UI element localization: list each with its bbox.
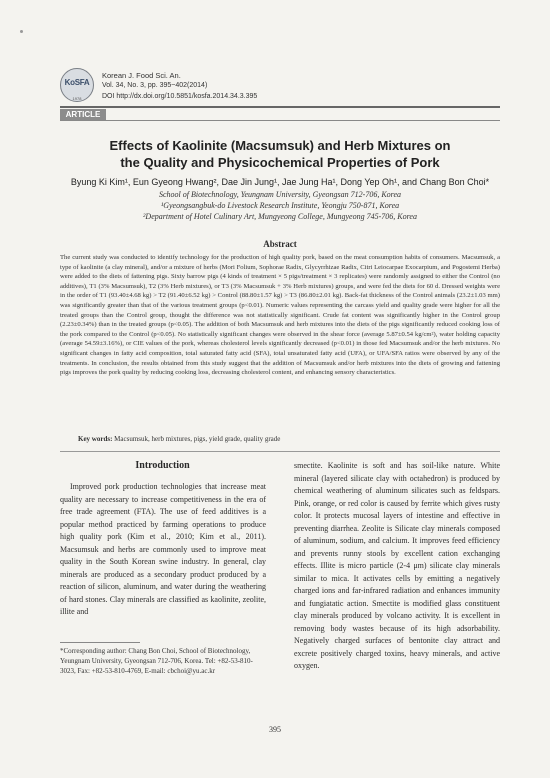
keywords <box>78 435 498 443</box>
corresponding-author-footnote: *Corresponding author: Chang Bon Choi, School of Biotechnology, Yeungnam University, Gyeongsan 712-706, Korea. Tel: +82-53-810-3023, Fax: +82-53-810-4769, E-mail: cbchoi@yu.ac.kr <box>60 647 253 675</box>
keywords-text: Macsumsuk, herb mixtures, pigs, yield grade, quality grade <box>114 435 281 443</box>
abstract-text: The current study was conducted to identify technology for the production of high quality pork, based on the meat consumption habits of consumers. Macsumsuk, a type of kaolinite (a clay mineral), and/or a mixture of herbs (Mori Folium, Sophorae Radix, Glycyrrhizae Radix, Citri Leiocarpae Exocarpium, and Pogostemi Herba) were added to the diets of fattening pigs. Sixty barrow pigs (4 kinds of treatment × 5 pigs/treatment × 3 replicates) were randomly assigned to either the Control (no additives), T1 (3% Macsumsuk), T2 (3% Herb mixtures), or T3 (3% Macsumsuk + 3% Herb mixtures) groups, and were fed the diets for 60 d. Dressed weights were in the order of T1 (93.40±4.68 kg) > T2 (91.40±6.52 kg) > Control (88.80±1.57 kg) > T3 (86.80±2.01 kg). Back-fat thickness of the Control animals (23.2±1.03 mm) was significantly greater than that of the various treatment groups (p<0.01). Numeric values representing the carcass yield and quality grade were higher for all the treated groups than the Control group, thought the difference was not statistically significant. Crude fat content was significantly higher in the Control group (2.23±0.34%) than in the treated groups (p<0.05). The addition of both Macsumsuk and herb mixtures into the diets of the pigs significantly reduced cooking loss of the pork compared to the Control (p<0.05). No statistically significant changes were observed in the shear force (average 5.87±0.54 kg/cm²), water holding capacity (average 54.59±3.16%), or CIE values of the pork, whereas cholesterol levels significantly decreased (p<0.01) in those fed Macsumsuk and/or the herb mixtures. No significant changes in fatty acid composition, total saturated fatty acid (SFA), total unsaturated fatty acid (UFA), or UFA/SFA ratios were observed by any of the treatments. In conclusion, the results obtained from this study suggest that the addition of Macsumsuk and/or herb mixtures into the diets of growing and fattening pigs improves the pork quality by reducing cooking loss, decreasing cholesterol content, and enhancing sensory characteristics. <box>60 254 500 377</box>
page-number: 395 <box>269 725 281 734</box>
logo-text: KoSFA <box>64 78 90 87</box>
scan-speck <box>20 30 23 33</box>
author-list: Byung Ki Kim¹, Eun Gyeong Hwang², Dae Jin Jung¹, Jae Jung Ha¹, Dong Yep Oh¹, and Chang Bon Choi* <box>70 177 490 187</box>
introduction-heading: Introduction <box>135 460 190 471</box>
title-line-2: the Quality and Physicochemical Properties of Pork <box>120 155 440 170</box>
footnote-rule <box>60 642 140 643</box>
journal-logo <box>60 68 94 102</box>
keywords-label: Key words: <box>78 435 113 443</box>
right-column <box>294 460 500 673</box>
abstract-heading: Abstract <box>263 239 297 249</box>
abstract-rule <box>60 451 500 452</box>
left-paragraph: Improved pork production technologies that increase meat quality are necessary to increase competitiveness in the era of free trade agreement (FTA). The use of feed additives is a popular method practiced by farming operations to produce high quality pork (Kim et al., 2010; Kim et al., 2011). Macsumsuk and herbs are commonly used to improve meat quality in the South Korean swine industry. In general, clay minerals are produced as a secondary product produced by a reaction of silicon, aluminum, and water during the weathering of hard stones. Clay minerals are classified as kaolinite, zeolite, illite and <box>60 482 266 616</box>
journal-volume: Vol. 34, No. 3, pp. 395~402(2014) <box>102 82 208 89</box>
left-column <box>60 481 266 619</box>
header-rule <box>60 106 500 108</box>
section-rule <box>60 120 500 121</box>
logo-year: 1978 <box>72 96 82 101</box>
section-tab: ARTICLE <box>60 109 106 121</box>
affiliation-2: ²Department of Hotel Culinary Art, Mungyeong College, Mungyeong 745-706, Korea <box>143 212 417 221</box>
right-paragraph: smectite. Kaolinite is soft and has soil-like nature. White mineral (layered silicate clay with octahedron) is produced by chemical weathering of aluminum silicates such as feldspars. Pink, orange, or red color is caused by ferrite which gives rusty color. It protects mucosal layers of intestine and effective in preventing diarrhea. Zeolite is Silicate clay minerals composed of aluminum, sodium, and calcium. It improves feed efficiency and prevents runny stools by excellent cation exchanging effects. Illite is micro particle (2-4 μm) silicate clay minerals similar to mica. It activates cells by emitting a negatively charged ions and far-infrared radiation and enhances immunity and fungiatatic action. Smectite is modified glass constituent clay minerals produced by volcano activity. It is excellent in removing body wastes because of its high adsorbability. Negatively charged surfaces of bentonite clay attract and excrete positively charged toxins, heavy minerals, and active oxygen. <box>294 461 500 670</box>
journal-name: Korean J. Food Sci. An. <box>102 71 181 80</box>
paper-title <box>60 137 500 171</box>
title-line-1: Effects of Kaolinite (Macsumsuk) and Herb Mixtures on <box>109 138 451 153</box>
affiliation-main: School of Biotechnology, Yeungnam University, Gyeongsan 712-706, Korea <box>158 190 402 199</box>
journal-doi: DOI http://dx.doi.org/10.5851/kosfa.2014.34.3.395 <box>102 93 258 100</box>
affiliation-1: ¹Gyeongsangbuk-do Livestock Research Institute, Yeongju 750-871, Korea <box>160 201 400 210</box>
